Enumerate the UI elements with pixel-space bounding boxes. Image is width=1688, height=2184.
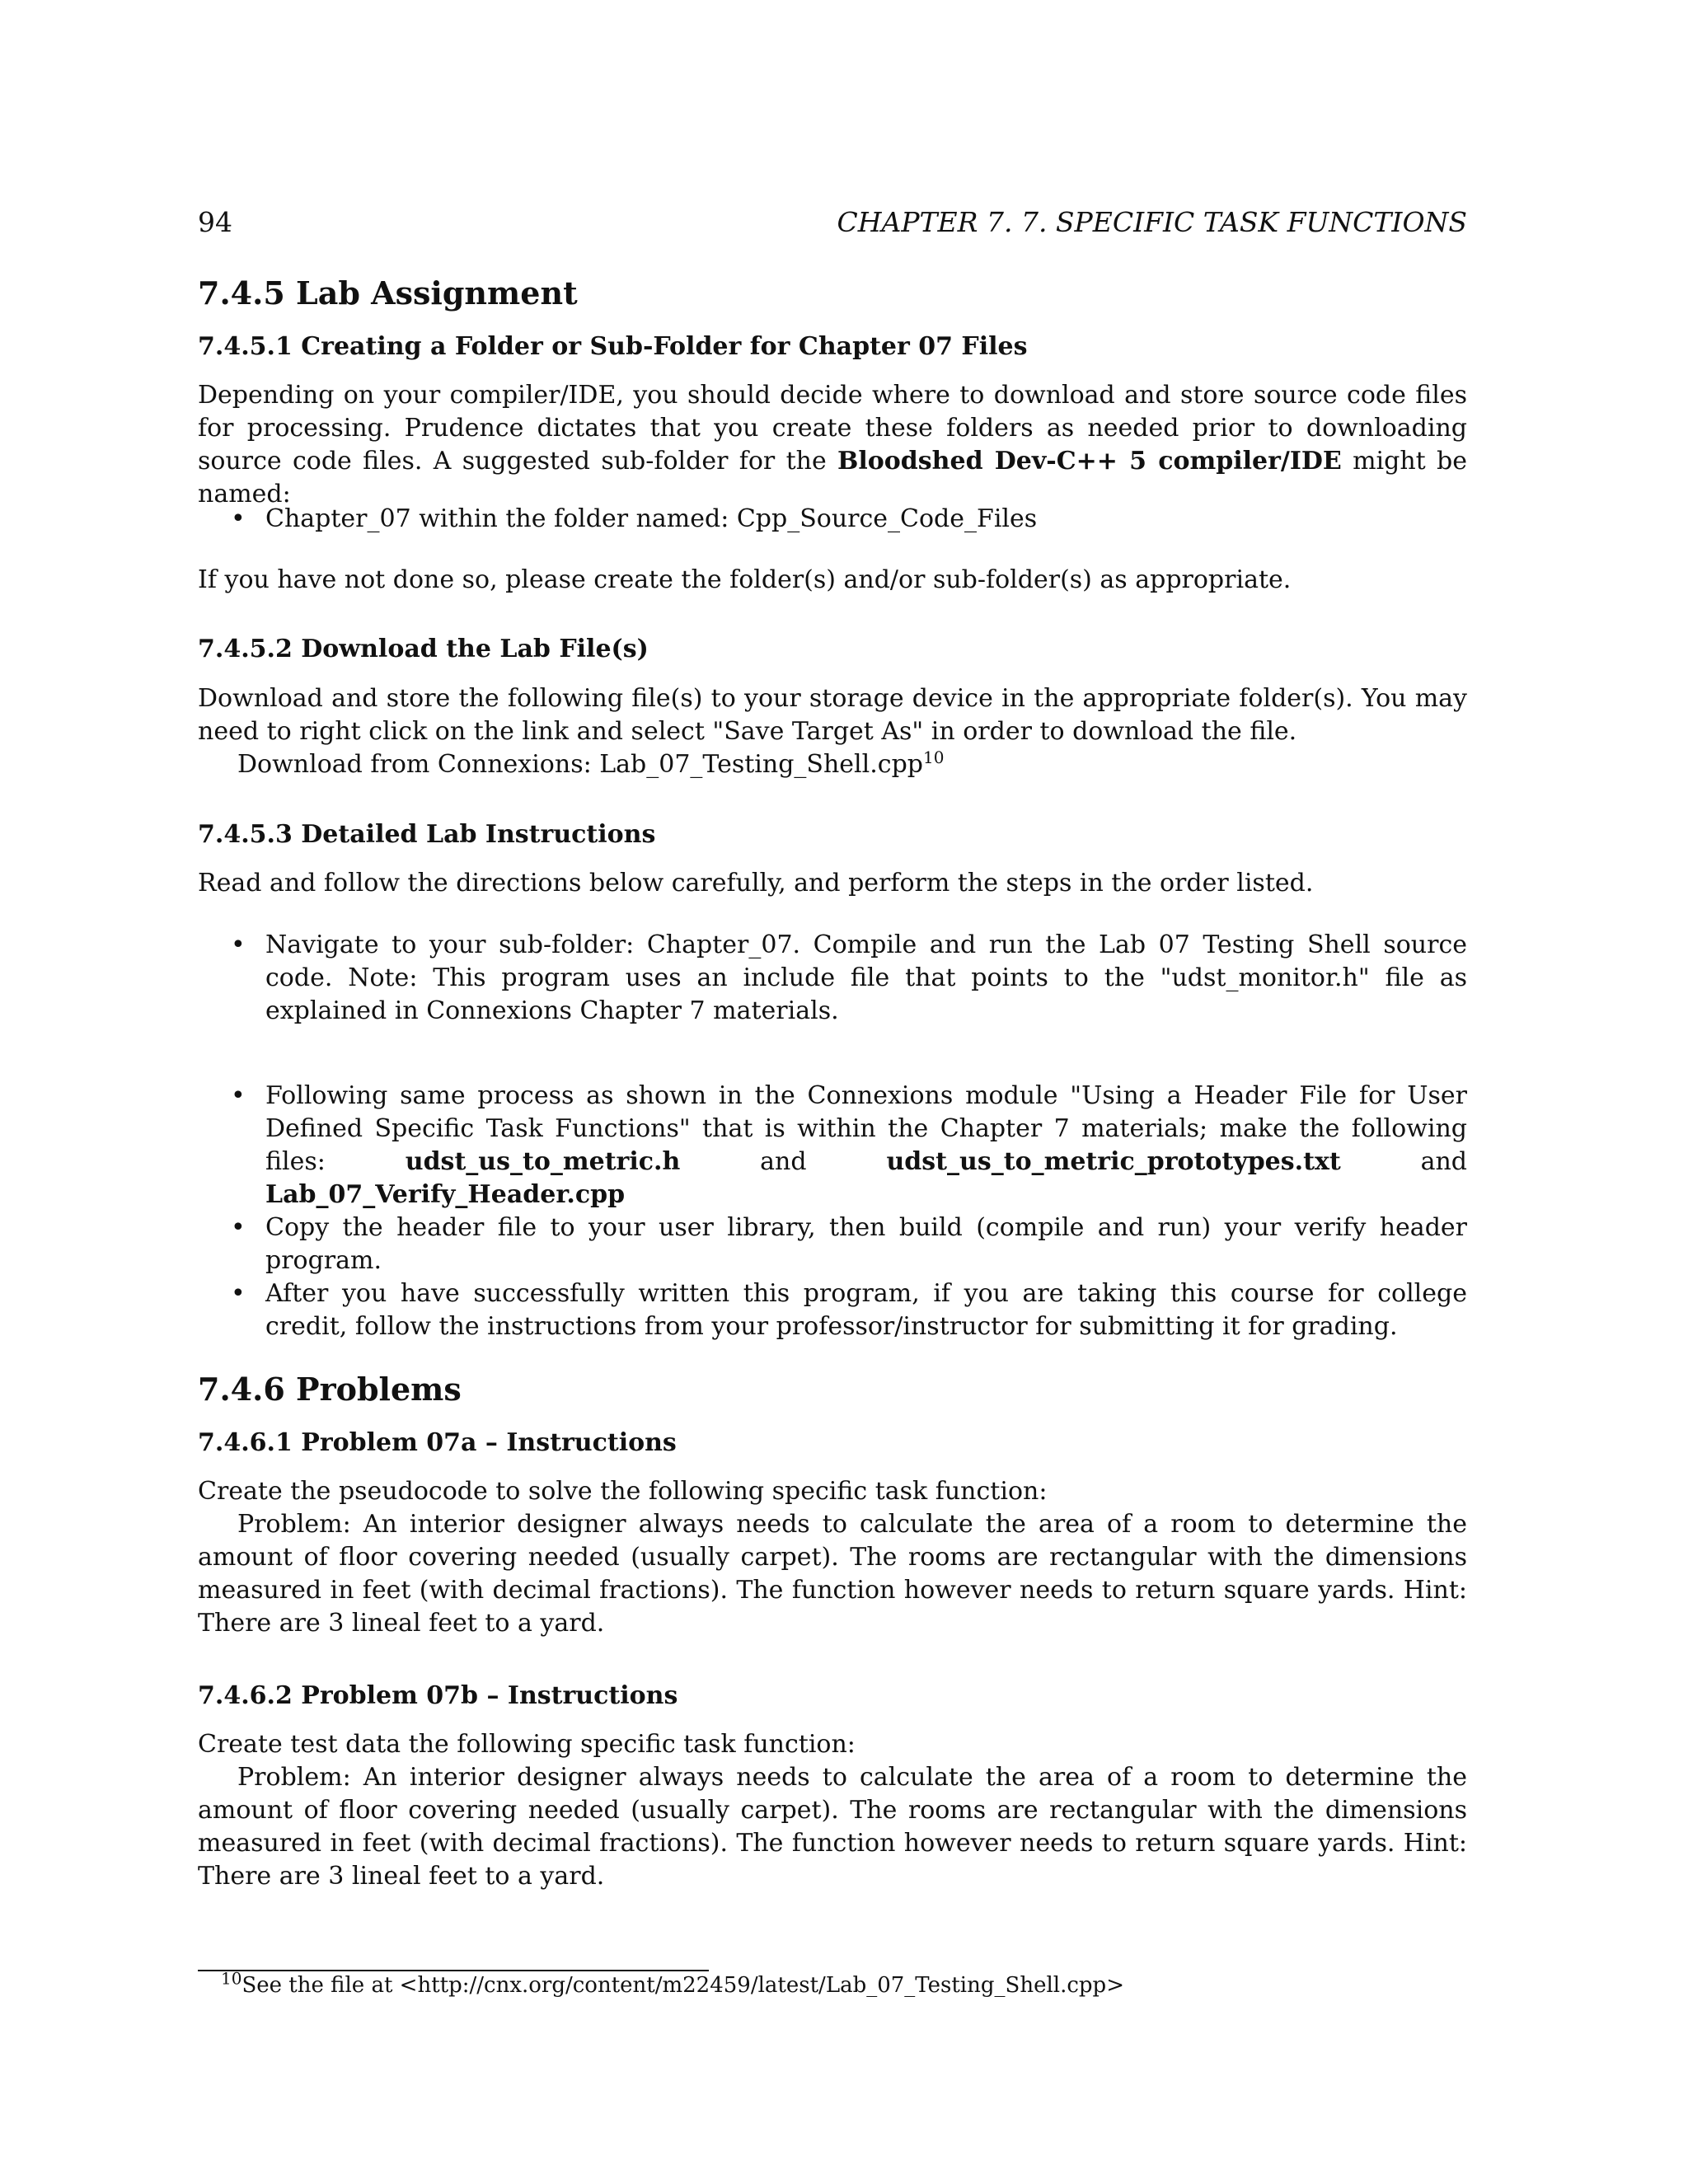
paragraph: Read and follow the directions below carefully, and perform the steps in the order listed. bbox=[198, 869, 1314, 898]
footnote-marker[interactable]: 10 bbox=[923, 748, 945, 767]
bullet-icon: • bbox=[231, 504, 246, 533]
paragraph: Problem: An interior designer always needs to calculate the area of a room to determine the amount of floor covering needed (usually carpet). The rooms are rectangular with the dimensions measured in feet (with decimal fractions). The function however needs to return square yards. Hint: There are 3 lineal feet to a yard. bbox=[198, 1763, 1467, 1891]
section-heading-7-4-6: 7.4.6 Problems bbox=[198, 1371, 462, 1408]
footnote-number: 10 bbox=[221, 1968, 242, 1989]
paragraph: Problem: An interior designer always needs to calculate the area of a room to determine the amount of floor covering needed (usually carpet). The rooms are rectangular with the dimensions measured in feet (with decimal fractions). The function however needs to return square yards. Hint: There are 3 lineal feet to a yard. bbox=[198, 1510, 1467, 1638]
page-number: 94 bbox=[198, 206, 232, 238]
bullet-list bbox=[198, 929, 1467, 1028]
subsection-heading-7-4-5-2: 7.4.5.2 Download the Lab File(s) bbox=[198, 635, 649, 663]
paragraph: Download and store the following file(s) to your storage device in the appropriate folder(s). You may need to right click on the link and select "Save Target As" in order to download the file. bbox=[198, 684, 1467, 746]
bullet-icon: • bbox=[231, 930, 246, 959]
list-item: • Following same process as shown in the Connexions module "Using a Header File for User Defined Specific Task Functions" that is within the Chapter 7 materials; make the following files: udst_us_to_metric.h and udst_us_to_metric_prototypes.txt and Lab_07_Verify_Header.cpp bbox=[231, 1081, 1468, 1209]
section-heading-7-4-5: 7.4.5 Lab Assignment bbox=[198, 274, 578, 312]
file-name: udst_us_to_metric_prototypes.txt bbox=[886, 1147, 1341, 1176]
footnote-text[interactable]: See the file at <http://cnx.org/content/m22459/latest/Lab_07_Testing_Shell.cpp> bbox=[241, 1973, 1124, 1998]
subsection-heading-7-4-5-3: 7.4.5.3 Detailed Lab Instructions bbox=[198, 820, 656, 849]
subsection-heading-7-4-5-1: 7.4.5.1 Creating a Folder or Sub-Folder for Chapter 07 Files bbox=[198, 332, 1028, 361]
bullet-list bbox=[198, 503, 1467, 536]
bullet-icon: • bbox=[231, 1213, 246, 1242]
bold-term: Bloodshed Dev-C++ 5 compiler/IDE bbox=[837, 447, 1342, 476]
list-item: • Chapter_07 within the folder named: Cpp_Source_Code_Files bbox=[198, 503, 1467, 536]
paragraph: Create the pseudocode to solve the following specific task function: bbox=[198, 1477, 1048, 1506]
paragraph: Download from Connexions: Lab_07_Testing_Shell.cpp$^{10}$ bbox=[237, 748, 945, 779]
paragraph: Depending on your compiler/IDE, you should decide where to download and store source code files for processing. Prudence dictates that you create these folders as needed prior to downloading source code files. A suggested sub-folder for the Bloodshed Dev-C++ 5 compiler/IDE might be named: bbox=[198, 381, 1468, 509]
bullet-icon: • bbox=[231, 1081, 246, 1110]
list-item: • After you have successfully written this program, if you are taking this course for college credit, follow the instructions from your professor/instructor for submitting it for grading. bbox=[231, 1279, 1467, 1341]
bullet-list bbox=[198, 1080, 1467, 1343]
bullet-icon: • bbox=[231, 1279, 246, 1308]
subsection-heading-7-4-6-2: 7.4.6.2 Problem 07b – Instructions bbox=[198, 1681, 678, 1710]
list-item: • Navigate to your sub-folder: Chapter_07. Compile and run the Lab 07 Testing Shell source code. Note: This program uses an include file that points to the "udst_monitor.h" file as explained in Connexions Chapter 7 materials. bbox=[231, 930, 1467, 1025]
footnote bbox=[221, 1968, 1124, 1999]
file-name: Lab_07_Verify_Header.cpp bbox=[265, 1180, 626, 1209]
file-name: udst_us_to_metric.h bbox=[405, 1147, 681, 1176]
chapter-title: CHAPTER 7. 7. SPECIFIC TASK FUNCTIONS bbox=[837, 206, 1467, 238]
running-header bbox=[198, 206, 1467, 239]
paragraph: Create test data the following specific task function: bbox=[198, 1730, 856, 1759]
subsection-heading-7-4-6-1: 7.4.6.1 Problem 07a – Instructions bbox=[198, 1428, 677, 1457]
list-item: • Copy the header file to your user library, then build (compile and run) your verify header program. bbox=[231, 1213, 1467, 1275]
paragraph: If you have not done so, please create the folder(s) and/or sub-folder(s) as appropriate. bbox=[198, 565, 1292, 594]
